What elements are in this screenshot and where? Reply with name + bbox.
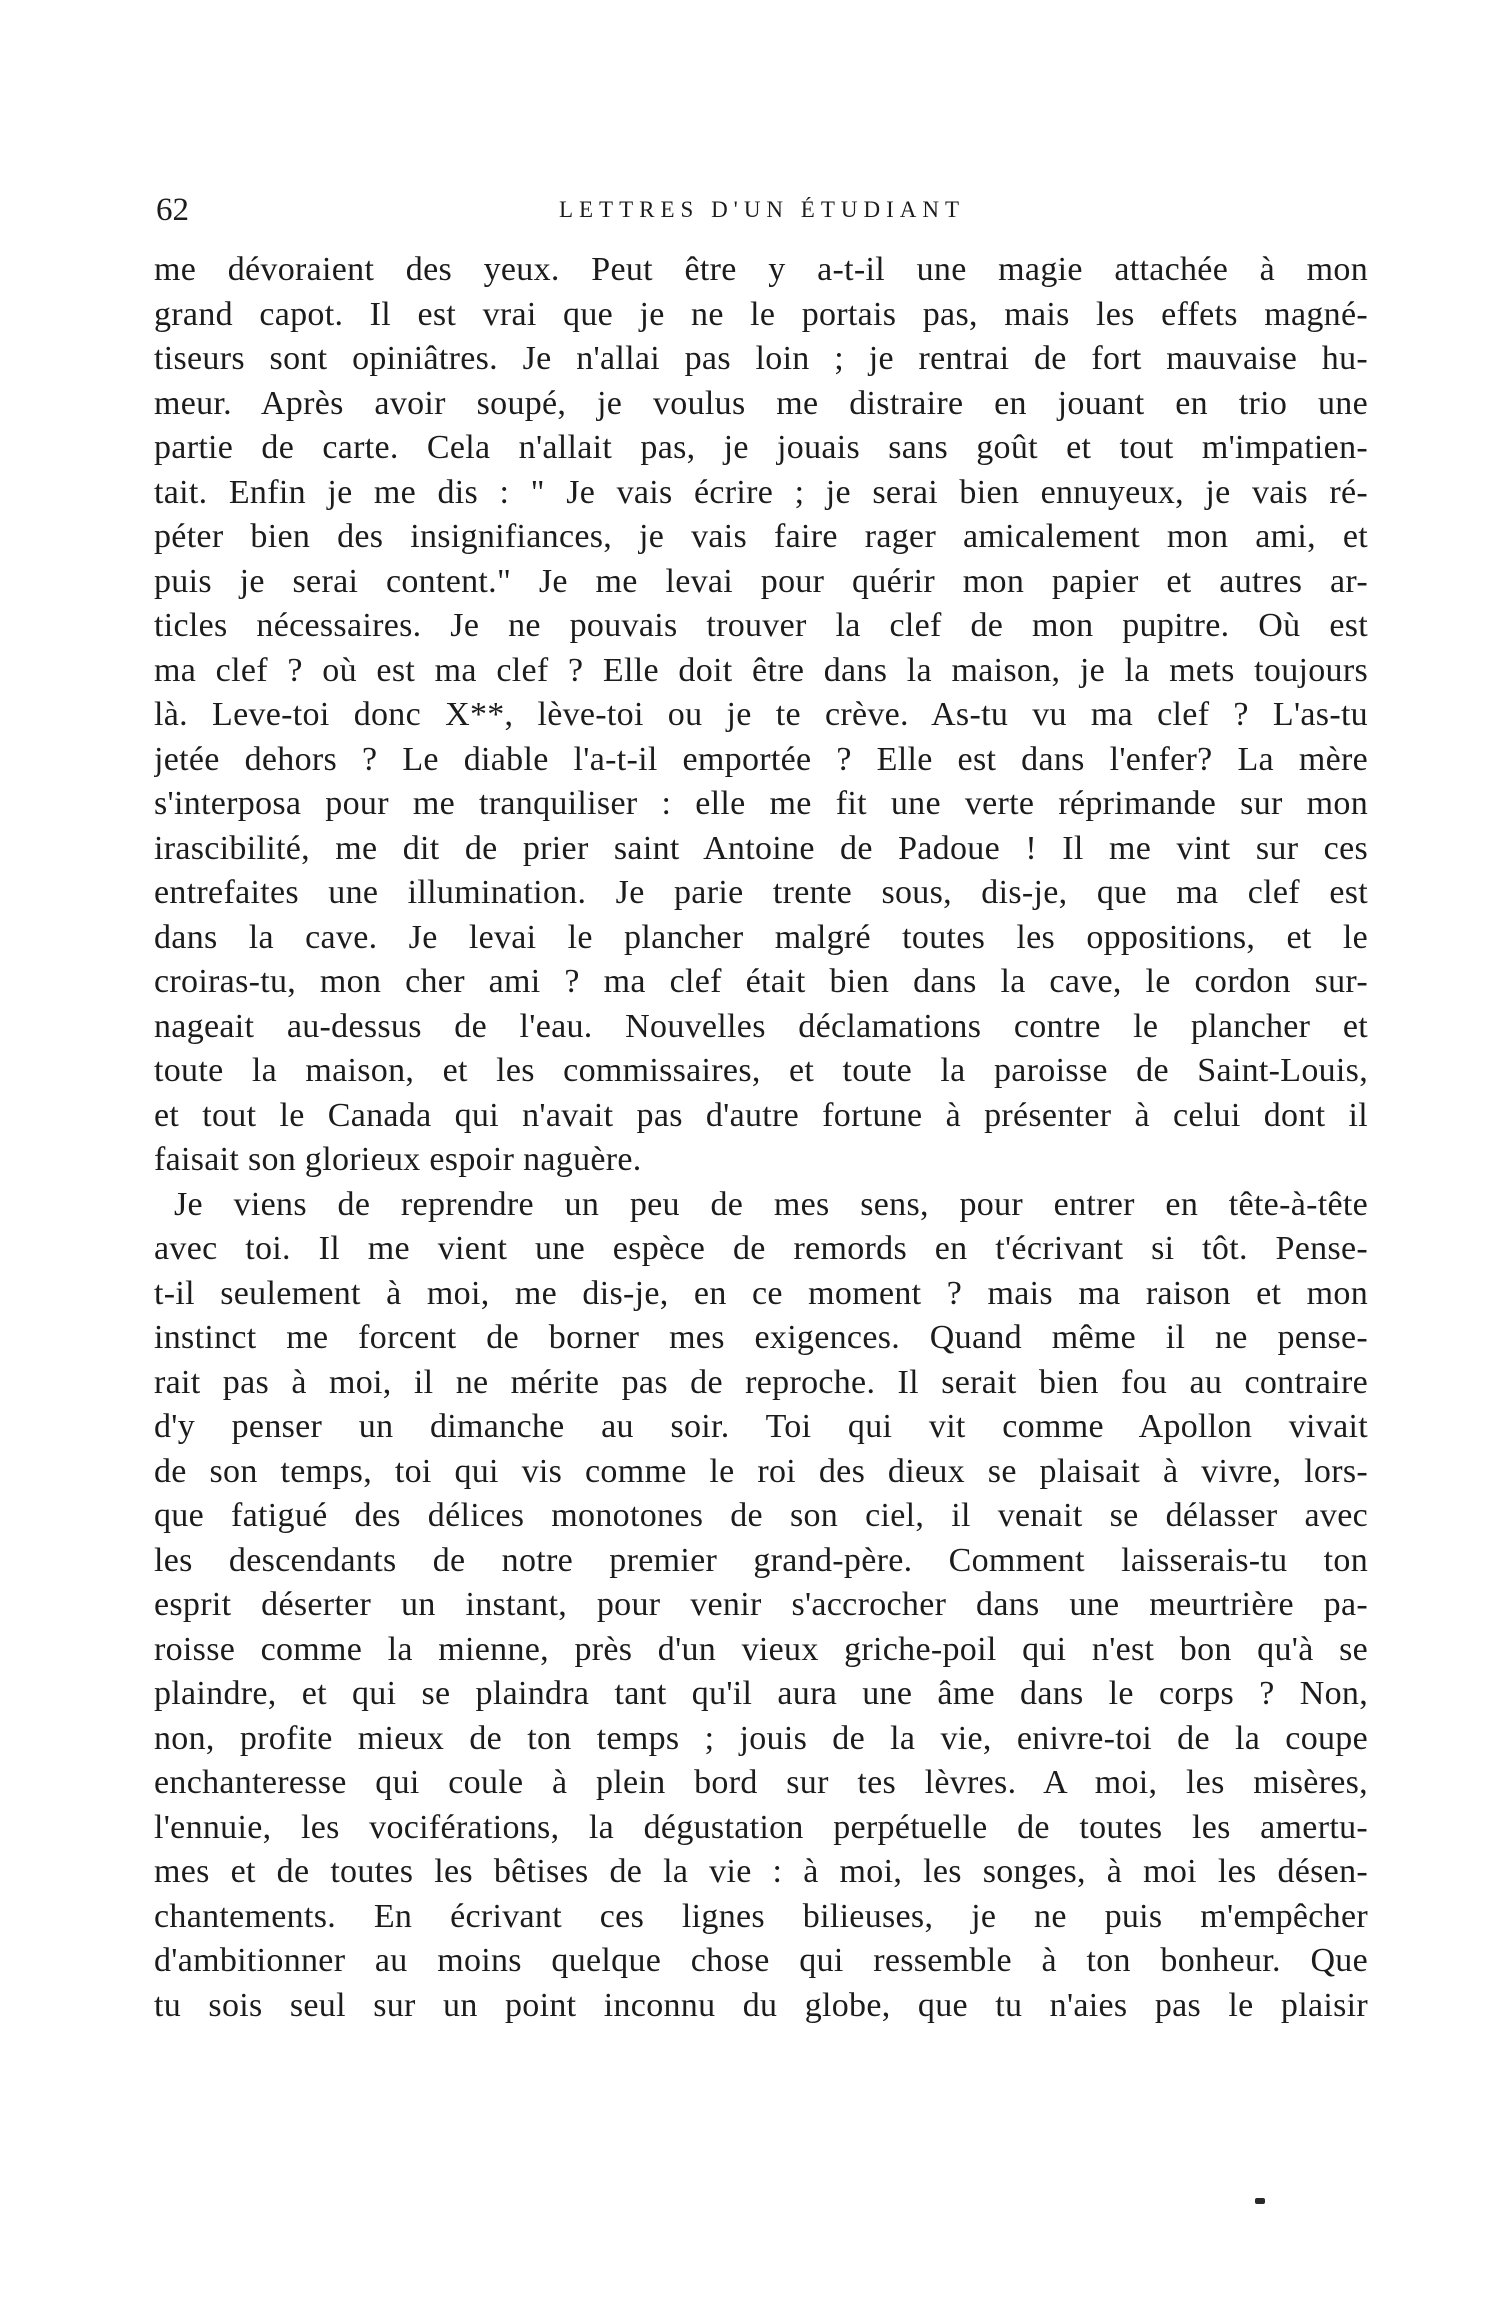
- text-line: péter bien des insignifiances, je vais faire rager amicalement mon ami, et: [154, 518, 1368, 555]
- text-line: dans la cave. Je levai le plancher malgré toutes les oppositions, et le: [154, 918, 1368, 956]
- text-line: tait. Enfin je me dis : " Je vais écrire ; je serai bien ennuyeux, je vais ré-: [154, 473, 1368, 511]
- running-title: LETTRES D'UN ÉTUDIANT: [558, 197, 966, 222]
- text-line: irascibilité, me dit de prier saint Antoine de Padoue ! Il me vint sur ces: [154, 829, 1368, 867]
- paragraph-end-line: faisait son glorieux espoir naguère.: [154, 1141, 642, 1178]
- text-line: les descendants de notre premier grand-père. Comment laisserais-tu ton: [154, 1541, 1368, 1579]
- text-line: esprit déserter un instant, pour venir s'accrocher dans une meurtrière pa-: [154, 1586, 1368, 1623]
- text-line: roisse comme la mienne, près d'un vieux griche-poil qui n'est bon qu'à se: [154, 1630, 1368, 1668]
- text-line: nageait au-dessus de l'eau. Nouvelles déclamations contre le plancher et: [154, 1007, 1368, 1045]
- text-line: avec toi. Il me vient une espèce de remords en t'écrivant si tôt. Pense-: [154, 1230, 1368, 1267]
- text-line: chantements. En écrivant ces lignes bilieuses, je ne puis m'empêcher: [154, 1897, 1368, 1935]
- text-line: tu sois seul sur un point inconnu du globe, que tu n'aies pas le plaisir: [154, 1986, 1368, 2024]
- text-line: non, profite mieux de ton temps ; jouis de la vie, enivre-toi de la coupe: [154, 1719, 1368, 1757]
- text-line: me dévoraient des yeux. Peut être y a-t-il une magie attachée à mon: [154, 251, 1368, 288]
- text-line: grand capot. Il est vrai que je ne le portais pas, mais les effets magné-: [154, 295, 1368, 333]
- text-line: d'ambitionner au moins quelque chose qui ressemble à ton bonheur. Que: [154, 1942, 1368, 1979]
- text-line: s'interposa pour me tranquiliser : elle me fit une verte réprimande sur mon: [154, 785, 1368, 822]
- text-line: que fatigué des délices monotones de son ciel, il venait se délasser avec: [154, 1497, 1368, 1534]
- text-line: de son temps, toi qui vis comme le roi des dieux se plaisait à vivre, lors-: [154, 1452, 1368, 1490]
- text-line: tiseurs sont opiniâtres. Je n'allai pas loin ; je rentrai de fort mauvaise hu-: [154, 340, 1368, 377]
- text-line: ma clef ? où est ma clef ? Elle doit être dans la maison, je la mets toujours: [154, 651, 1368, 689]
- text-line: plaindre, et qui se plaindra tant qu'il aura une âme dans le corps ? Non,: [154, 1675, 1368, 1712]
- text-line: l'ennuie, les vociférations, la dégustation perpétuelle de toutes les amertu-: [154, 1808, 1368, 1846]
- text-line: ticles nécessaires. Je ne pouvais trouver la clef de mon pupitre. Où est: [154, 607, 1368, 644]
- page-header: [156, 190, 1368, 230]
- text-line: d'y penser un dimanche au soir. Toi qui vit comme Apollon vivait: [154, 1408, 1368, 1445]
- text-line: rait pas à moi, il ne mérite pas de reproche. Il serait bien fou au contraire: [154, 1363, 1368, 1401]
- text-line: enchanteresse qui coule à plein bord sur tes lèvres. A moi, les misères,: [154, 1764, 1368, 1801]
- text-line: t-il seulement à moi, me dis-je, en ce moment ? mais ma raison et mon: [154, 1274, 1368, 1312]
- body-text: [154, 248, 1368, 2028]
- text-line: mes et de toutes les bêtises de la vie : à moi, les songes, à moi les désen-: [154, 1853, 1368, 1890]
- text-line: croiras-tu, mon cher ami ? ma clef était bien dans la cave, le cordon sur-: [154, 963, 1368, 1000]
- text-line: et tout le Canada qui n'avait pas d'autre fortune à présenter à celui dont il: [154, 1096, 1368, 1134]
- text-line: partie de carte. Cela n'allait pas, je jouais sans goût et tout m'impatien-: [154, 429, 1368, 466]
- ink-speck: [1255, 2198, 1265, 2204]
- paragraph-start-line: Je viens de reprendre un peu de mes sens, pour entrer en tête-à-tête: [174, 1185, 1368, 1223]
- text-line: puis je serai content." Je me levai pour quérir mon papier et autres ar-: [154, 562, 1368, 600]
- text-line: jetée dehors ? Le diable l'a-t-il emportée ? Elle est dans l'enfer? La mère: [154, 740, 1368, 778]
- text-line: entrefaites une illumination. Je parie trente sous, dis-je, que ma clef est: [154, 874, 1368, 911]
- page-number: 62: [156, 192, 189, 228]
- text-line: instinct me forcent de borner mes exigences. Quand même il ne pense-: [154, 1319, 1368, 1356]
- text-line: toute la maison, et les commissaires, et toute la paroisse de Saint-Louis,: [154, 1052, 1368, 1089]
- text-line: meur. Après avoir soupé, je voulus me distraire en jouant en trio une: [154, 384, 1368, 422]
- text-line: là. Leve-toi donc X**, lève-toi ou je te crève. As-tu vu ma clef ? L'as-tu: [154, 696, 1368, 733]
